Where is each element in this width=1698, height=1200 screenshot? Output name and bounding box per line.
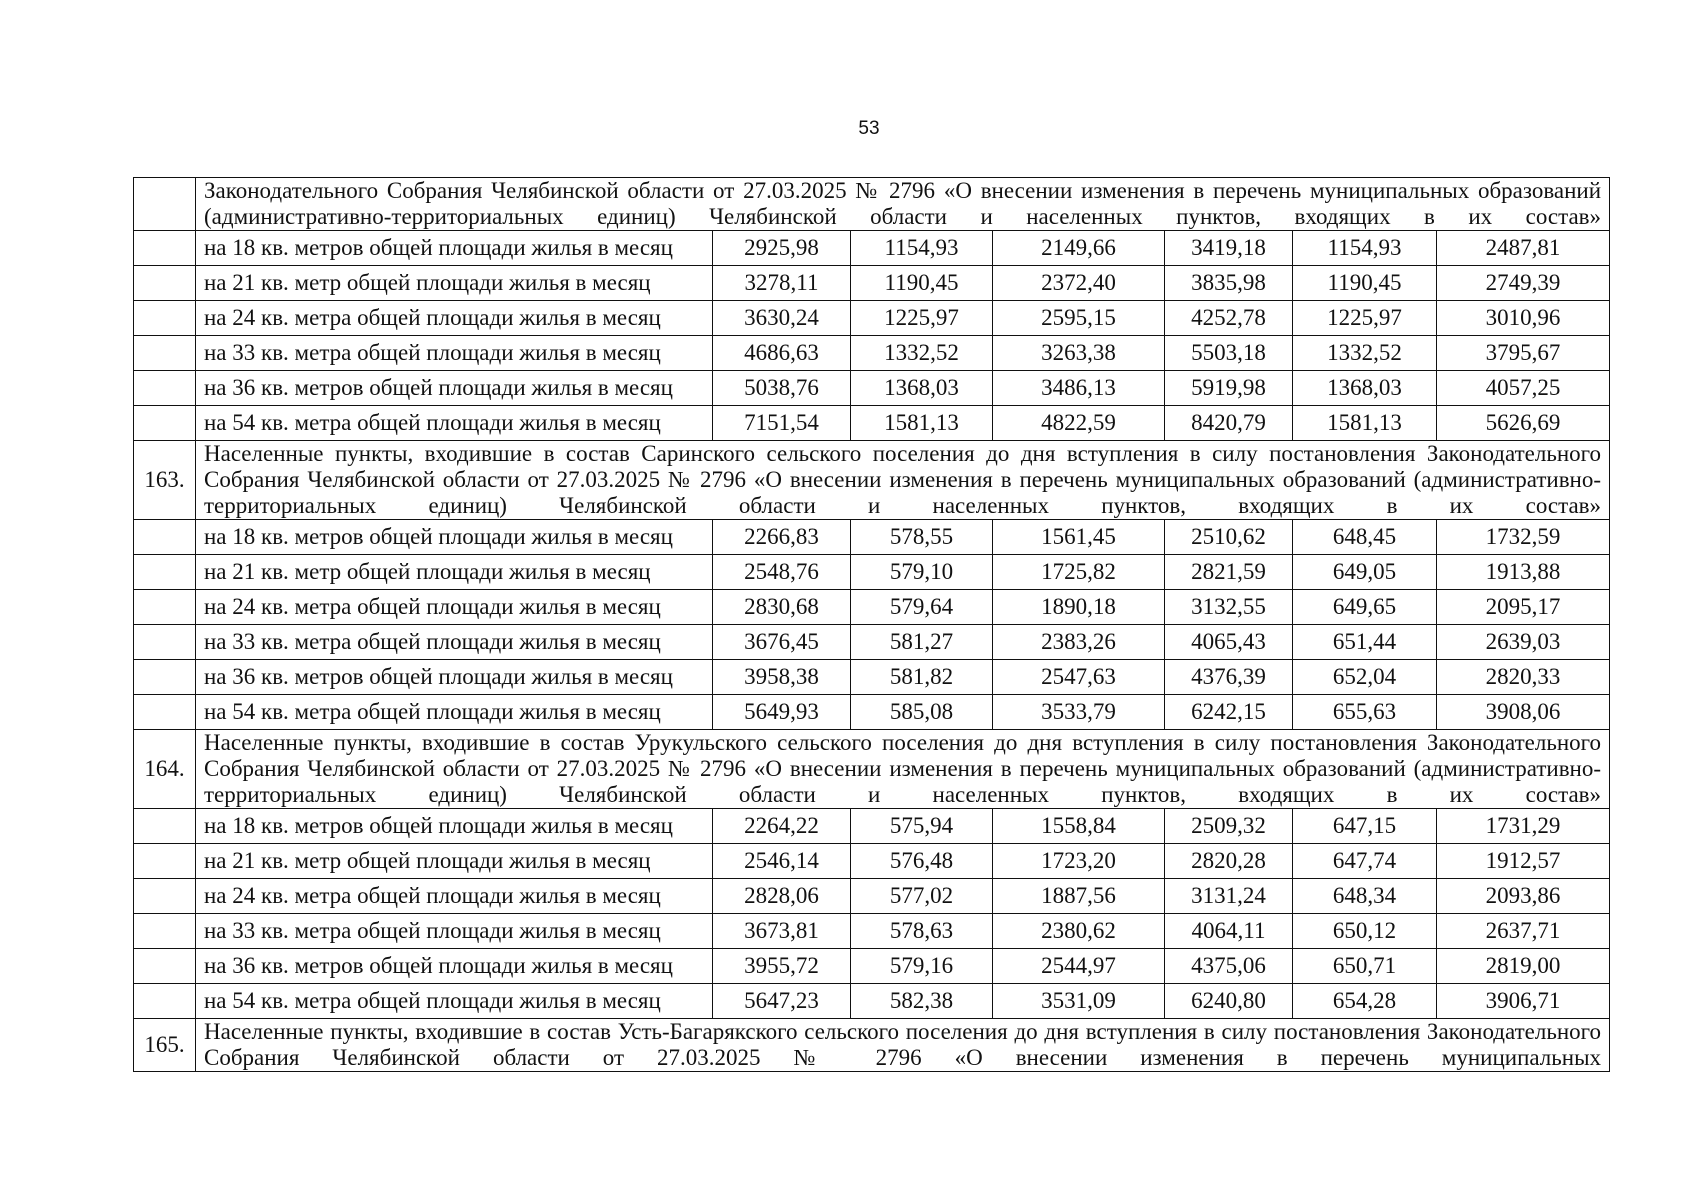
value-cell: 1913,88 [1437,555,1610,590]
value-cell: 578,63 [851,914,993,949]
value-cell: 650,12 [1293,914,1437,949]
table-row [134,231,1610,266]
value-cell: 1912,57 [1437,844,1610,879]
row-index-cell [134,695,196,730]
value-cell: 2487,81 [1437,231,1610,266]
value-cell: 1731,29 [1437,809,1610,844]
row-index-cell [134,266,196,301]
value-cell: 579,64 [851,590,993,625]
value-cell: 647,15 [1293,809,1437,844]
table-row [134,949,1610,984]
value-cell: 579,10 [851,555,993,590]
value-cell: 2264,22 [713,809,851,844]
value-cell: 648,34 [1293,879,1437,914]
value-cell: 1190,45 [851,266,993,301]
value-cell: 4057,25 [1437,371,1610,406]
table-row [134,371,1610,406]
value-cell: 2509,32 [1165,809,1293,844]
value-cell: 3835,98 [1165,266,1293,301]
value-cell: 4375,06 [1165,949,1293,984]
value-cell: 3531,09 [993,984,1165,1019]
value-cell: 649,05 [1293,555,1437,590]
row-index-cell [134,590,196,625]
row-label: на 54 кв. метра общей площади жилья в месяц [196,695,713,730]
value-cell: 652,04 [1293,660,1437,695]
value-cell: 2749,39 [1437,266,1610,301]
section-header-row [134,441,1610,520]
row-label: на 33 кв. метра общей площади жилья в месяц [196,336,713,371]
table-row [134,809,1610,844]
value-cell: 2548,76 [713,555,851,590]
value-cell: 4686,63 [713,336,851,371]
row-index-cell [134,406,196,441]
value-cell: 2828,06 [713,879,851,914]
page-number: 53 [858,118,880,139]
value-cell: 1723,20 [993,844,1165,879]
row-label: на 21 кв. метр общей площади жилья в месяц [196,266,713,301]
section-header-row [134,730,1610,809]
value-cell: 3795,67 [1437,336,1610,371]
row-index-cell [134,809,196,844]
value-cell: 3486,13 [993,371,1165,406]
row-label: на 36 кв. метров общей площади жилья в месяц [196,949,713,984]
row-label: на 24 кв. метра общей площади жилья в месяц [196,879,713,914]
value-cell: 649,65 [1293,590,1437,625]
value-cell: 1154,93 [1293,231,1437,266]
value-cell: 2821,59 [1165,555,1293,590]
section-description: Населенные пункты, входившие в состав Усть-Багарякского сельского поселения до дня вступления в силу постановления Законодательного Собрания Челябинской области от 27.03.2025 № 2796 «О внесении изменения в перечень муниципальных [196,1019,1610,1072]
section-header-row [134,1019,1610,1072]
value-cell: 5038,76 [713,371,851,406]
table-row [134,879,1610,914]
value-cell: 1581,13 [1293,406,1437,441]
table-row [134,266,1610,301]
table-row [134,984,1610,1019]
row-label: на 18 кв. метров общей площади жилья в месяц [196,231,713,266]
value-cell: 2925,98 [713,231,851,266]
value-cell: 578,55 [851,520,993,555]
row-label: на 24 кв. метра общей площади жилья в месяц [196,301,713,336]
value-cell: 2830,68 [713,590,851,625]
value-cell: 2820,28 [1165,844,1293,879]
row-label: на 54 кв. метра общей площади жилья в месяц [196,406,713,441]
table-row [134,336,1610,371]
value-cell: 1332,52 [851,336,993,371]
value-cell: 5503,18 [1165,336,1293,371]
value-cell: 1558,84 [993,809,1165,844]
section-index: 164. [134,730,196,809]
value-cell: 3278,11 [713,266,851,301]
value-cell: 3908,06 [1437,695,1610,730]
value-cell: 2546,14 [713,844,851,879]
table-row [134,520,1610,555]
value-cell: 576,48 [851,844,993,879]
value-cell: 8420,79 [1165,406,1293,441]
row-index-cell [134,301,196,336]
value-cell: 3673,81 [713,914,851,949]
value-cell: 2544,97 [993,949,1165,984]
value-cell: 3263,38 [993,336,1165,371]
value-cell: 5919,98 [1165,371,1293,406]
value-cell: 1732,59 [1437,520,1610,555]
value-cell: 1581,13 [851,406,993,441]
section-description: Населенные пункты, входившие в состав Саринского сельского поселения до дня вступления в силу постановления Законодательного Собрания Челябинской области от 27.03.2025 № 2796 «О внесении изменения в перечень муниципальных образований (административно-территориальных единиц) Челябинской области и населенных пунктов, входящих в их состав» [196,441,1610,520]
row-label: на 18 кв. метров общей площади жилья в месяц [196,520,713,555]
table-row [134,406,1610,441]
row-label: на 33 кв. метра общей площади жилья в месяц [196,625,713,660]
value-cell: 647,74 [1293,844,1437,879]
value-cell: 5649,93 [713,695,851,730]
value-cell: 1225,97 [851,301,993,336]
value-cell: 1561,45 [993,520,1165,555]
value-cell: 2093,86 [1437,879,1610,914]
value-cell: 2510,62 [1165,520,1293,555]
value-cell: 582,38 [851,984,993,1019]
row-label: на 36 кв. метров общей площади жилья в месяц [196,660,713,695]
value-cell: 650,71 [1293,949,1437,984]
tariff-table [133,177,1610,1072]
row-index-cell [134,914,196,949]
value-cell: 6240,80 [1165,984,1293,1019]
value-cell: 2383,26 [993,625,1165,660]
row-index-cell [134,949,196,984]
table-row [134,590,1610,625]
value-cell: 3131,24 [1165,879,1293,914]
value-cell: 655,63 [1293,695,1437,730]
value-cell: 581,27 [851,625,993,660]
value-cell: 2595,15 [993,301,1165,336]
row-index-cell [134,520,196,555]
table-row [134,660,1610,695]
table-row [134,844,1610,879]
value-cell: 648,45 [1293,520,1437,555]
value-cell: 4064,11 [1165,914,1293,949]
value-cell: 3958,38 [713,660,851,695]
value-cell: 1225,97 [1293,301,1437,336]
value-cell: 654,28 [1293,984,1437,1019]
section-description: Законодательного Собрания Челябинской области от 27.03.2025 № 2796 «О внесении изменения в перечень муниципальных образований (административно-территориальных единиц) Челябинской области и населенных пунктов, входящих в их состав» [196,178,1610,231]
value-cell: 7151,54 [713,406,851,441]
table-row [134,555,1610,590]
section-description: Населенные пункты, входившие в состав Урукульского сельского поселения до дня вступления в силу постановления Законодательного Собрания Челябинской области от 27.03.2025 № 2796 «О внесении изменения в перечень муниципальных образований (административно-территориальных единиц) Челябинской области и населенных пунктов, входящих в их состав» [196,730,1610,809]
value-cell: 1190,45 [1293,266,1437,301]
section-header-row [134,178,1610,231]
row-label: на 24 кв. метра общей площади жилья в месяц [196,590,713,625]
row-index-cell [134,555,196,590]
value-cell: 1890,18 [993,590,1165,625]
value-cell: 1368,03 [851,371,993,406]
value-cell: 4065,43 [1165,625,1293,660]
value-cell: 577,02 [851,879,993,914]
value-cell: 2095,17 [1437,590,1610,625]
row-label: на 18 кв. метров общей площади жилья в месяц [196,809,713,844]
row-label: на 21 кв. метр общей площади жилья в месяц [196,555,713,590]
table-body [134,178,1610,1072]
value-cell: 575,94 [851,809,993,844]
row-index-cell [134,660,196,695]
row-index-cell [134,336,196,371]
value-cell: 3132,55 [1165,590,1293,625]
value-cell: 3419,18 [1165,231,1293,266]
value-cell: 3906,71 [1437,984,1610,1019]
value-cell: 579,16 [851,949,993,984]
value-cell: 2149,66 [993,231,1165,266]
value-cell: 1725,82 [993,555,1165,590]
row-index-cell [134,371,196,406]
value-cell: 1368,03 [1293,371,1437,406]
value-cell: 2820,33 [1437,660,1610,695]
value-cell: 4822,59 [993,406,1165,441]
row-index-cell [134,984,196,1019]
value-cell: 6242,15 [1165,695,1293,730]
value-cell: 3676,45 [713,625,851,660]
table-row [134,695,1610,730]
table-row [134,914,1610,949]
table-row [134,301,1610,336]
value-cell: 1154,93 [851,231,993,266]
value-cell: 3955,72 [713,949,851,984]
value-cell: 1887,56 [993,879,1165,914]
value-cell: 2639,03 [1437,625,1610,660]
row-index-cell [134,231,196,266]
row-label: на 54 кв. метра общей площади жилья в месяц [196,984,713,1019]
value-cell: 5626,69 [1437,406,1610,441]
value-cell: 3533,79 [993,695,1165,730]
row-index-cell [134,625,196,660]
value-cell: 4252,78 [1165,301,1293,336]
section-index: 163. [134,441,196,520]
section-index [134,178,196,231]
value-cell: 585,08 [851,695,993,730]
value-cell: 2266,83 [713,520,851,555]
value-cell: 581,82 [851,660,993,695]
value-cell: 2637,71 [1437,914,1610,949]
value-cell: 651,44 [1293,625,1437,660]
row-label: на 21 кв. метр общей площади жилья в месяц [196,844,713,879]
value-cell: 3630,24 [713,301,851,336]
value-cell: 5647,23 [713,984,851,1019]
row-index-cell [134,879,196,914]
value-cell: 2547,63 [993,660,1165,695]
row-label: на 36 кв. метров общей площади жилья в месяц [196,371,713,406]
value-cell: 2380,62 [993,914,1165,949]
row-index-cell [134,844,196,879]
value-cell: 3010,96 [1437,301,1610,336]
table-row [134,625,1610,660]
value-cell: 1332,52 [1293,336,1437,371]
value-cell: 2372,40 [993,266,1165,301]
row-label: на 33 кв. метра общей площади жилья в месяц [196,914,713,949]
value-cell: 2819,00 [1437,949,1610,984]
section-index: 165. [134,1019,196,1072]
value-cell: 4376,39 [1165,660,1293,695]
